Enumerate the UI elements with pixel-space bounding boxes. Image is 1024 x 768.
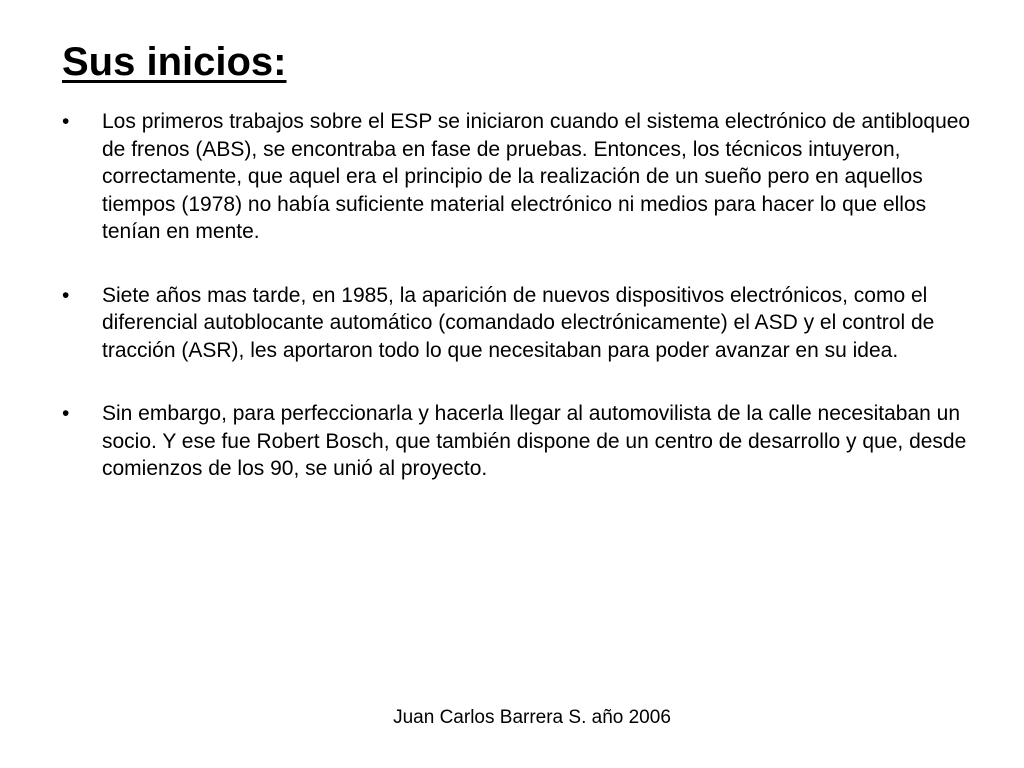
bullet-icon: • [62, 110, 70, 133]
bullet-text: Los primeros trabajos sobre el ESP se iniciaron cuando el sistema electrónico de antibloqueo de frenos (ABS), se encontraba en fase de pruebas. Entonces, los técnicos intuyeron, correctamente, que aquel era el principio de la realización de un sueño pero en aquellos tiempos (1978) no había suficiente material electrónico ni medios para hacer lo que ellos tenían en mente. [102, 110, 971, 243]
slide-footer [0, 706, 1024, 730]
bullet-list [62, 108, 982, 519]
footer-author: Juan Carlos Barrera S. año 2006 [393, 707, 671, 728]
bullet-item [62, 282, 982, 365]
slide-title: Sus inicios: [62, 40, 287, 84]
bullet-icon: • [62, 402, 70, 425]
bullet-text: Sin embargo, para perfeccionarla y hacerla llegar al automovilista de la calle necesitaban un socio. Y ese fue Robert Bosch, que también dispone de un centro de desarrollo y que, desde comienzos de los 90, se unió al proyecto. [102, 402, 967, 480]
bullet-icon: • [62, 283, 70, 307]
bullet-item [62, 400, 982, 483]
bullet-text: Siete años mas tarde, en 1985, la aparición de nuevos dispositivos electrónicos, como el diferencial autoblocante automático (comandado electrónicamente) el ASD y el control de tracción (ASR), les aportaron todo lo que necesitaban para poder avanzar en su idea. [102, 283, 935, 362]
bullet-item [62, 108, 982, 246]
